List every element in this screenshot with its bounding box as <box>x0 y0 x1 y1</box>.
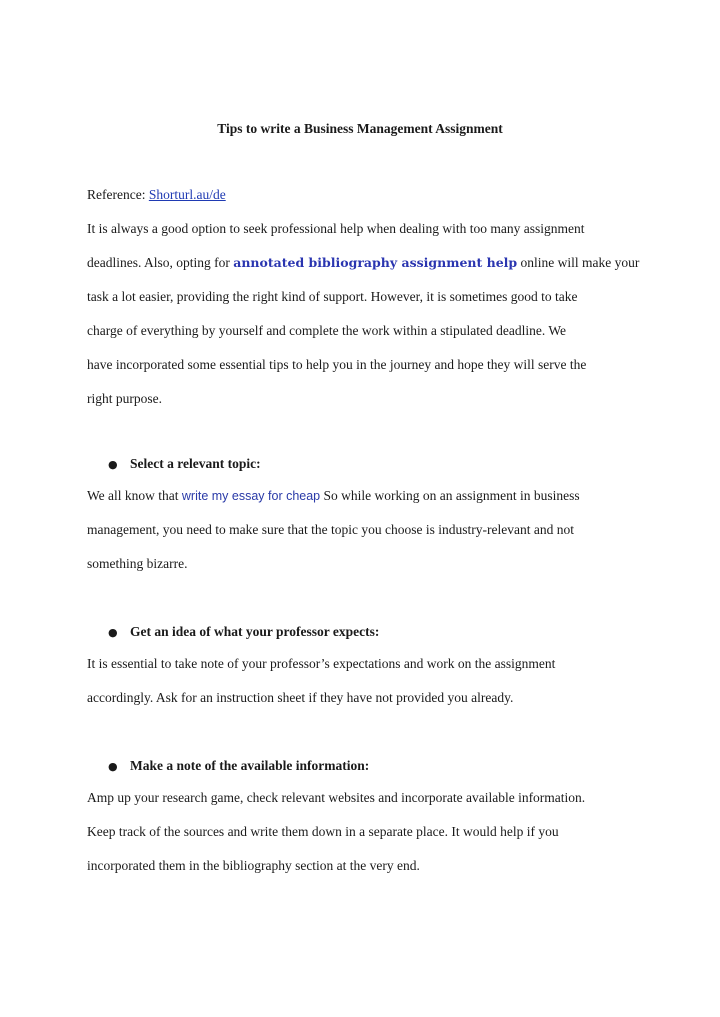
intro-line-4: charge of everything by yourself and complete the work within a stipulated deadline. We <box>87 323 567 338</box>
bullet-icon: ● <box>108 626 118 639</box>
section-body-3 <box>87 781 647 883</box>
bullet-icon: ● <box>108 760 118 773</box>
document-title: Tips to write a Business Management Assignment <box>217 121 503 136</box>
intro-line-2-tail: online will make your <box>517 255 640 270</box>
reference-link[interactable]: Shorturl.au/de <box>148 187 226 202</box>
intro-line-6: right purpose. <box>87 391 162 406</box>
section-1-line-3: something bizarre. <box>87 556 188 571</box>
section-heading-3 <box>108 757 369 776</box>
section-body-2 <box>87 647 647 715</box>
section-heading-2-text: Get an idea of what your professor expects: <box>130 624 380 639</box>
section-1-line-1-tail: So while working on an assignment in business <box>320 488 580 503</box>
section-heading-1-text: Select a relevant topic: <box>130 456 261 471</box>
bullet-icon: ● <box>108 458 118 471</box>
section-1-line-2: management, you need to make sure that the topic you choose is industry-relevant and not <box>87 522 574 537</box>
section-3-line-1: Amp up your research game, check relevant websites and incorporate available information. <box>87 790 586 805</box>
section-1-line-1-text: We all know that <box>87 488 182 503</box>
section-3-line-3: incorporated them in the bibliography section at the very end. <box>87 858 420 873</box>
intro-line-2 <box>87 246 647 280</box>
section-1-line-1 <box>87 479 647 513</box>
section-2-line-1: It is essential to take note of your professor’s expectations and work on the assignment <box>87 656 556 671</box>
annotated-bibliography-link[interactable]: annotated bibliography assignment help <box>233 255 518 270</box>
reference-line <box>87 185 647 205</box>
reference-label: Reference: <box>87 187 149 202</box>
intro-paragraph <box>87 212 647 416</box>
section-heading-1 <box>108 455 261 474</box>
section-2-line-2: accordingly. Ask for an instruction sheet if they have not provided you already. <box>87 690 514 705</box>
section-heading-2 <box>108 623 379 642</box>
intro-line-5: have incorporated some essential tips to help you in the journey and hope they will serve the <box>87 357 587 372</box>
write-my-essay-link[interactable]: write my essay for cheap <box>181 489 321 503</box>
intro-line-2-text: deadlines. Also, opting for <box>87 255 234 270</box>
section-heading-3-text: Make a note of the available information: <box>130 758 370 773</box>
intro-line-3: task a lot easier, providing the right kind of support. However, it is sometimes good to take <box>87 289 578 304</box>
section-3-line-2: Keep track of the sources and write them down in a separate place. It would help if you <box>87 824 559 839</box>
section-body-1 <box>87 479 647 581</box>
intro-line-1: It is always a good option to seek professional help when dealing with too many assignment <box>87 221 585 236</box>
